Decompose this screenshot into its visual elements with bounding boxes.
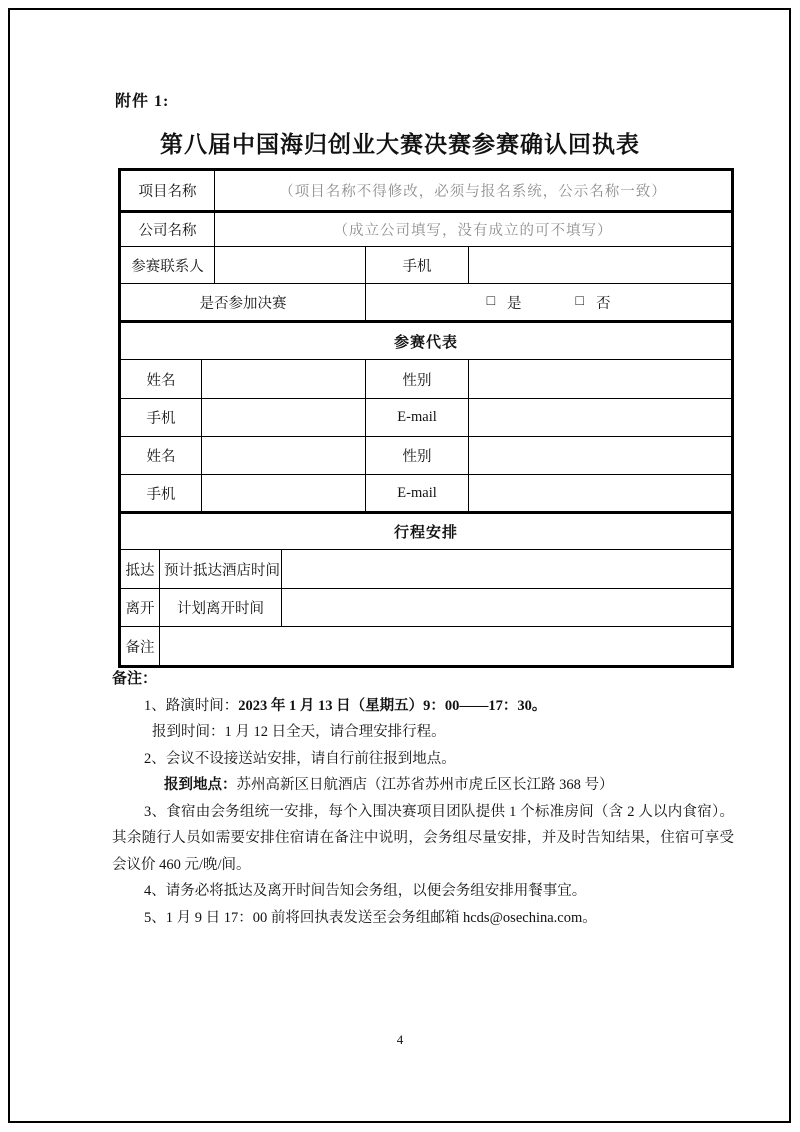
note-item-5: 5、1 月 9 日 17：00 前将回执表发送至会务组邮箱 hcds@osechina.com。: [144, 909, 597, 926]
arrival-time-field[interactable]: [282, 550, 733, 589]
table-row: [120, 550, 733, 589]
table-row: [120, 475, 733, 513]
note-1-prefix: 1、路演时间：: [144, 697, 239, 714]
company-name-label: 公司名称: [120, 212, 215, 247]
rep2-mobile-label: 手机: [120, 475, 202, 513]
note-2b-bold-label: 报到地点：: [164, 777, 237, 793]
rep1-email-label: E-mail: [366, 399, 469, 437]
contact-person-label: 参赛联系人: [120, 247, 215, 284]
finals-yes-checkbox[interactable]: [487, 292, 522, 313]
table-row: [120, 360, 733, 399]
rep1-email-field[interactable]: [469, 399, 733, 437]
registration-form-table: [118, 168, 734, 668]
notes-heading: 备注：: [112, 671, 158, 687]
page-number: 4: [396, 1032, 404, 1047]
rep1-mobile-field[interactable]: [202, 399, 366, 437]
table-row: [120, 627, 733, 667]
rep2-name-field[interactable]: [202, 437, 366, 475]
contact-person-field[interactable]: [215, 247, 366, 284]
finals-yes-label: 是: [507, 295, 522, 312]
remarks-field[interactable]: [160, 627, 733, 667]
table-row: [120, 170, 733, 212]
table-row: [120, 247, 733, 284]
note-item-1b: 报到时间：1 月 12 日全天，请合理安排行程。: [152, 724, 446, 740]
itinerary-section-title: 行程安排: [120, 513, 733, 550]
project-name-field[interactable]: （项目名称不得修改，必须与报名系统，公示名称一致）: [215, 170, 733, 212]
note-item-4: 4、请务必将抵达及离开时间告知会务组，以便会务组安排用餐事宜。: [144, 883, 587, 899]
table-row: [120, 589, 733, 627]
rep1-name-label: 姓名: [120, 360, 202, 399]
finals-question-label: 是否参加决赛: [120, 284, 366, 322]
note-2b-text: 苏州高新区日航酒店（江苏省苏州市虎丘区长江路 368 号）: [236, 777, 614, 793]
company-name-field[interactable]: （成立公司填写，没有成立的可不填写）: [215, 212, 733, 247]
rep2-name-label: 姓名: [120, 437, 202, 475]
arrival-label: 抵达: [120, 550, 160, 589]
table-row: [120, 284, 733, 322]
note-item-3: 3、食宿由会务组统一安排，每个入围决赛项目团队提供 1 个标准房间（含 2 人以内食宿）。其余随行人员如需要安排住宿请在备注中说明，会务组尽量安排，并及时告知结果，住宿可享受会议价 460 元/晚/间。: [112, 803, 734, 873]
departure-time-label: 计划离开时间: [160, 589, 282, 627]
section-header-row: [120, 322, 733, 360]
departure-label: 离开: [120, 589, 160, 627]
contact-mobile-label: 手机: [366, 247, 469, 284]
section-header-row: [120, 513, 733, 550]
rep1-mobile-label: 手机: [120, 399, 202, 437]
finals-no-label: 否: [596, 295, 611, 312]
rep2-mobile-field[interactable]: [202, 475, 366, 513]
rep1-name-field[interactable]: [202, 360, 366, 399]
departure-time-field[interactable]: [282, 589, 733, 627]
rep1-gender-field[interactable]: [469, 360, 733, 399]
rep1-gender-label: 性别: [366, 360, 469, 399]
table-row: [120, 437, 733, 475]
table-row: [120, 399, 733, 437]
checkbox-icon[interactable]: □: [575, 294, 584, 309]
rep2-email-field[interactable]: [469, 475, 733, 513]
project-name-label: 项目名称: [120, 170, 215, 212]
note-1-bold-text: 2023 年 1 月 13 日（星期五）9：00——17：30。: [238, 697, 547, 714]
finals-no-checkbox[interactable]: [576, 292, 611, 313]
note-item-1: [112, 693, 734, 720]
rep2-gender-field[interactable]: [469, 437, 733, 475]
notes-section: [112, 666, 734, 931]
page-title: 第八届中国海归创业大赛决赛参赛确认回执表: [160, 132, 640, 157]
note-item-2: 2、会议不设接送站安排，请自行前往报到地点。: [144, 750, 456, 767]
remarks-label: 备注: [120, 627, 160, 667]
representatives-section-title: 参赛代表: [120, 322, 733, 360]
note-item-2b: [112, 772, 734, 799]
rep2-gender-label: 性别: [366, 437, 469, 475]
contact-mobile-field[interactable]: [469, 247, 733, 284]
arrival-time-label: 预计抵达酒店时间: [160, 550, 282, 589]
checkbox-icon[interactable]: □: [486, 294, 496, 309]
table-row: [120, 212, 733, 247]
finals-choice-cell: [366, 284, 733, 322]
rep2-email-label: E-mail: [366, 475, 469, 513]
attachment-label: 附件 1:: [115, 93, 170, 110]
